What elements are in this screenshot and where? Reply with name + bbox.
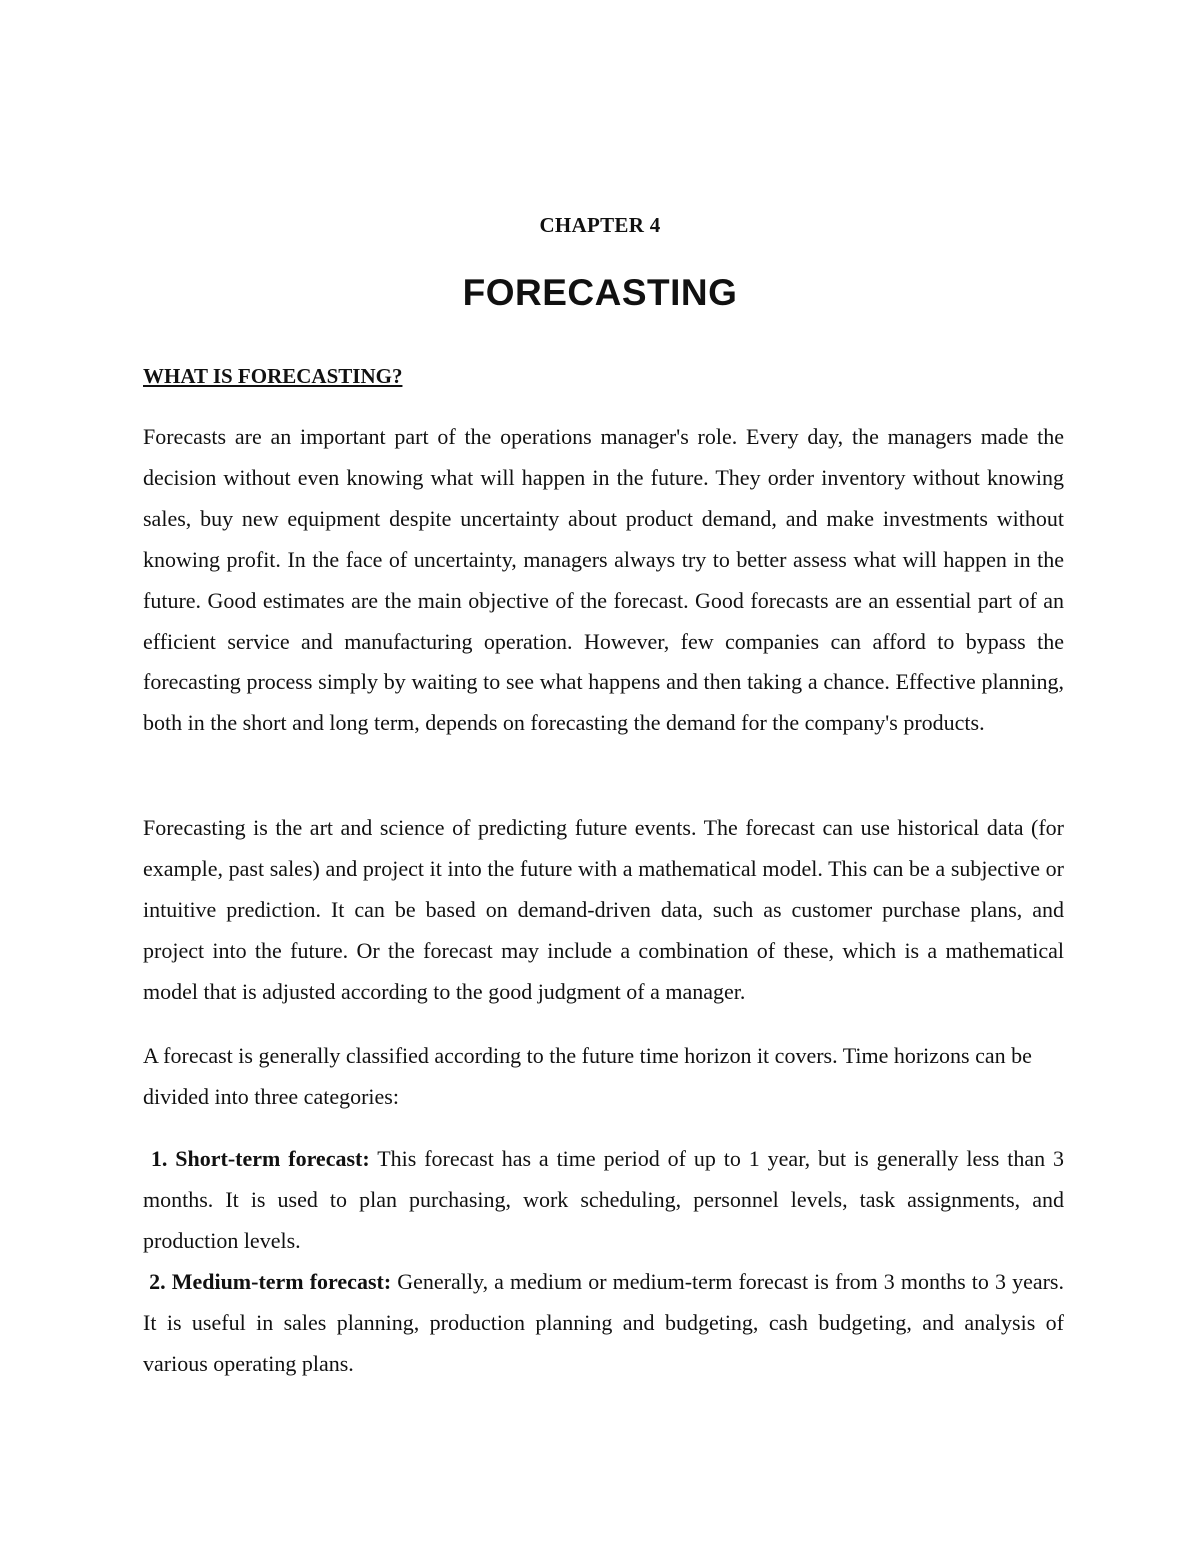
paragraph-1: Forecasts are an important part of the operations manager's role. Every day, the managers made the decision without even knowing what will happen in the future. They order inventory without knowing sales, buy new equipment despite uncertainty about product demand, and make investments without knowing profit. In the face of uncertainty, managers always try to better assess what will happen in the future. Good estimates are the main objective of the forecast. Good forecasts are an essential part of an efficient service and manufacturing operation. However, few companies can afford to bypass the forecasting process simply by waiting to see what happens and then taking a chance. Effective planning, both in the short and long term, depends on forecasting the demand for the company's products.	[143, 424, 1064, 736]
paragraph-3: A forecast is generally classified according to the future time horizon it covers. Time horizons can be divided into three categories:	[143, 1043, 1032, 1109]
list-item-short-term	[143, 1139, 1064, 1262]
section-heading: WHAT IS FORECASTING?	[143, 364, 403, 388]
chapter-title: FORECASTING	[462, 272, 738, 313]
paragraph-2: Forecasting is the art and science of predicting future events. The forecast can use historical data (for example, past sales) and project it into the future with a mathematical model. This can be a subjective or intuitive prediction. It can be based on demand-driven data, such as customer purchase plans, and project into the future. Or the forecast may include a combination of these, which is a mathematical model that is adjusted according to the good judgment of a manager.	[143, 815, 1064, 1004]
list-item-text: This forecast has a time period of up to 1 year, but is generally less than 3 months. It is used to plan purchasing, work scheduling, personnel levels, task assignments, and production levels.	[143, 1146, 1064, 1253]
list-item-text: Generally, a medium or medium-term forecast is from 3 months to 3 years. It is useful in sales planning, production planning and budgeting, cash budgeting, and analysis of various operating plans.	[143, 1269, 1064, 1376]
list-item-number: 2.	[149, 1269, 166, 1294]
list-item-number: 1.	[150, 1146, 168, 1171]
list-item-term: Medium-term forecast:	[171, 1269, 392, 1294]
list-item-term: Short-term forecast:	[175, 1146, 370, 1171]
list-item-medium-term	[143, 1262, 1064, 1385]
chapter-label: CHAPTER 4	[539, 213, 661, 237]
